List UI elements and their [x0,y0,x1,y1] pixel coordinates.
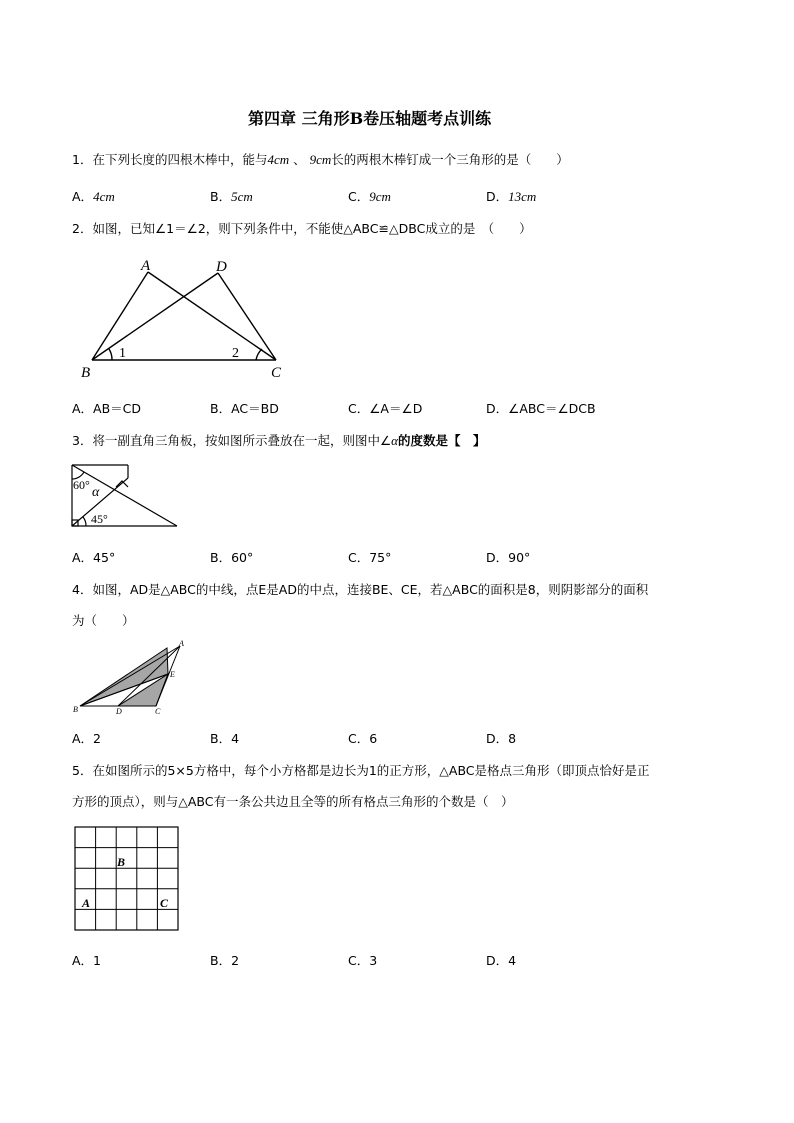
q4-option-a[interactable]: A．2 [72,731,102,746]
option-value: 5cm [231,189,253,204]
label-c: C [155,707,161,716]
option-letter: C． [348,189,370,204]
label-a: A [179,639,184,648]
question-5-text-line-1: 5．在如图所示的5×5方格中，每个小方格都是边长为1的正方形，△ABC是格点三角形（即顶点恰好是正 [72,763,650,778]
q2-option-d[interactable]: D．∠ABC＝∠DCB [486,401,596,416]
question-3-alpha: α [391,433,398,448]
q4-option-c[interactable]: C．6 [348,731,378,746]
q3-option-b[interactable]: B．60° [210,550,254,565]
grid-border [75,827,178,930]
label-45: 45° [91,512,108,526]
label-c: C [160,896,169,910]
option-letter: D． [486,189,509,204]
label-b: B [81,365,91,381]
label-e: E [170,670,175,679]
q3-option-a[interactable]: A．45° [72,550,116,565]
label-angle-1: 1 [119,346,126,361]
option-value: 13cm [508,189,537,204]
question-1-length-1: 4cm [267,152,290,167]
q2-option-b[interactable]: B．AC＝BD [210,401,279,416]
option-letter: A． [72,189,94,204]
page-title: 第四章 三角形B卷压轴题考点训练 [248,109,492,128]
question-4-text-line-2: 为（ ） [72,613,135,628]
label-a: A [141,258,151,274]
question-2-text: 2．如图，已知∠1＝∠2，则下列条件中，不能使△ABC≌△DBC成立的是 （ ） [72,221,532,236]
q5-option-a[interactable]: A．1 [72,953,102,968]
q4-option-d[interactable]: D．8 [486,731,517,746]
option-value: 4cm [93,189,115,204]
label-c: C [271,365,282,381]
question-4-text-line-1: 4．如图，AD是△ABC的中线，点E是AD的中点，连接BE、CE，若△ABC的面积是8，则阴影部分的面积 [72,582,649,597]
label-alpha: α [92,485,100,500]
question-1-text: 1．在下列长度的四根木棒中，能与 [72,152,268,167]
q2-option-c[interactable]: C．∠A＝∠D [348,401,423,416]
label-b: B [117,855,126,869]
label-a: A [82,896,91,910]
q3-option-c[interactable]: C．75° [348,550,392,565]
label-60: 60° [73,478,90,492]
q2-option-a[interactable]: A．AB＝CD [72,401,142,416]
question-1-length-2: 9cm [309,152,332,167]
question-3-text: 3．将一副直角三角板，按如图所示叠放在一起，则图中∠ [72,433,392,448]
question-3-text-end: 的度数是【 】 [398,433,486,448]
q5-option-b[interactable]: B．2 [210,953,240,968]
q5-option-d[interactable]: D．4 [486,953,517,968]
label-d: D [116,707,122,716]
option-value: 9cm [369,189,391,204]
q5-option-c[interactable]: C．3 [348,953,378,968]
label-d: D [216,259,227,275]
q3-option-d[interactable]: D．90° [486,550,531,565]
question-1-text-end: 长的两根木棒钉成一个三角形的是（ ） [331,152,569,167]
question-1-separator: 、 [289,152,310,167]
q4-option-b[interactable]: B．4 [210,731,240,746]
option-letter: B． [210,189,232,204]
label-angle-2: 2 [232,346,239,361]
label-b: B [73,705,78,714]
question-5-text-line-2: 方形的顶点），则与△ABC有一条公共边且全等的所有格点三角形的个数是（ ） [72,794,514,809]
